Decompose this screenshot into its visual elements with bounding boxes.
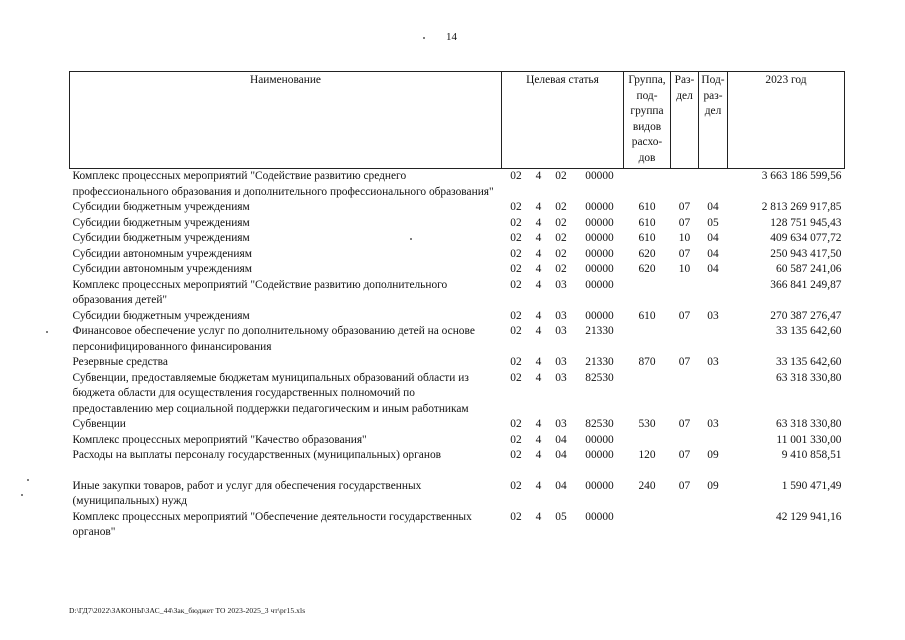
section-code: 07	[678, 479, 691, 492]
expense-group: 610	[638, 309, 656, 322]
target-code-4: 82530	[585, 371, 614, 384]
target-code-3: 02	[555, 170, 567, 182]
target-code-2: 4	[535, 263, 542, 275]
row-name: Расходы на выплаты персоналу государственных (муниципальных) органов	[72, 449, 442, 461]
target-code-3: 03	[555, 278, 567, 291]
expense-group	[624, 371, 671, 418]
target-code-1: 02	[510, 263, 522, 275]
target-code-1: 02	[510, 309, 522, 322]
spacer-cell	[70, 464, 845, 479]
budget-table	[69, 71, 845, 541]
table-row	[70, 216, 845, 232]
target-code-1: 02	[510, 232, 522, 244]
expense-group	[624, 169, 671, 201]
row-name: Субвенции, предоставляемые бюджетам муниципальных образований области из бюджета области для осуществления государственных полномочий по предоставлению мер социальной поддержки педагогическим и иным работникам	[72, 371, 469, 415]
table-row	[70, 417, 845, 433]
target-code-2: 4	[535, 433, 542, 446]
row-name: Резервные средства	[72, 356, 168, 368]
subsection-code	[699, 278, 728, 309]
target-code-3: 02	[555, 201, 567, 213]
target-code-1: 02	[510, 201, 522, 213]
subsection-code: 03	[707, 356, 719, 368]
amount: 63 318 330,80	[776, 418, 842, 430]
expense-group	[624, 278, 671, 309]
target-code-1: 02	[510, 433, 522, 446]
target-code-4: 21330	[585, 356, 614, 368]
amount: 63 318 330,80	[776, 371, 842, 384]
table-row	[70, 231, 845, 247]
target-code-4: 00000	[585, 247, 614, 260]
amount: 250 943 417,50	[770, 247, 842, 260]
target-code-2: 4	[535, 356, 542, 368]
spacer-row	[70, 464, 845, 479]
target-code-2: 4	[535, 371, 542, 384]
target-code-4: 00000	[585, 263, 614, 275]
expense-group: 620	[638, 247, 656, 260]
section-code: 07	[678, 309, 691, 322]
target-code-1: 02	[510, 371, 522, 384]
header-section: Раз-дел	[671, 72, 699, 169]
table-row	[70, 510, 845, 541]
section-code: 07	[678, 418, 691, 430]
target-code-3: 04	[555, 479, 567, 492]
section-code: 07	[678, 216, 691, 229]
subsection-code: 04	[707, 247, 719, 260]
scan-speck	[27, 479, 29, 481]
target-code-4: 00000	[585, 309, 614, 322]
header-subsection: Под-раз-дел	[699, 72, 728, 169]
section-code	[671, 510, 699, 541]
subsection-code: 09	[707, 479, 719, 492]
header-year: 2023 год	[728, 72, 845, 169]
target-code-1: 02	[510, 449, 522, 461]
target-code-1: 02	[510, 479, 522, 492]
subsection-code: 04	[707, 232, 719, 244]
subsection-code: 09	[707, 449, 719, 461]
page-number: 14	[446, 31, 457, 43]
target-code-2: 4	[535, 510, 542, 523]
section-code: 10	[678, 232, 691, 244]
expense-group	[624, 324, 671, 355]
target-code-2: 4	[535, 247, 542, 260]
expense-group: 120	[638, 449, 656, 461]
amount: 1 590 471,49	[781, 479, 842, 492]
table-row	[70, 247, 845, 263]
subsection-code	[699, 371, 728, 418]
target-code-1: 02	[510, 247, 522, 260]
file-path-footer: D:\ГД7\2022\ЗАКОНЫ\ЗАС_44\Зак_бюджет ТО 2023-2025_3 чт\pr15.xls	[69, 606, 306, 615]
target-code-4: 00000	[585, 232, 614, 244]
row-name: Комплекс процессных мероприятий "Обеспечение деятельности государственных органов"	[72, 510, 472, 538]
row-name: Субсидии автономным учреждениям	[72, 247, 252, 260]
section-code	[671, 169, 699, 201]
subsection-code: 03	[707, 309, 719, 322]
target-code-4: 21330	[585, 325, 614, 337]
expense-group	[624, 433, 671, 449]
row-name: Комплекс процессных мероприятий "Содействие развитию среднего профессионального образования и дополнительного профессионального образования"	[72, 170, 494, 198]
section-code	[671, 433, 699, 449]
target-code-4: 00000	[585, 479, 614, 492]
amount: 366 841 249,87	[770, 278, 842, 291]
expense-group: 620	[638, 263, 656, 275]
target-code-2: 4	[535, 309, 542, 322]
target-code-3: 03	[555, 325, 567, 337]
row-name: Субсидии автономным учреждениям	[72, 263, 252, 275]
target-code-3: 04	[555, 449, 567, 461]
target-code-4: 00000	[585, 170, 614, 182]
section-code: 07	[678, 201, 691, 213]
header-expense-group: Группа, под-группа видов расхо-дов	[624, 72, 671, 169]
row-name: Комплекс процессных мероприятий "Содействие развитию дополнительного образования детей"	[72, 278, 448, 306]
subsection-code: 05	[707, 216, 719, 229]
table-row	[70, 309, 845, 325]
expense-group: 870	[638, 356, 656, 368]
target-code-2: 4	[535, 201, 542, 213]
scan-speck	[21, 494, 23, 496]
target-code-3: 02	[555, 247, 567, 260]
table-row	[70, 278, 845, 309]
row-name: Субсидии бюджетным учреждениям	[72, 216, 250, 229]
table-row	[70, 448, 845, 464]
section-code: 07	[678, 356, 691, 368]
row-name: Субвенции	[72, 418, 126, 430]
header-name: Наименование	[70, 72, 502, 169]
target-code-3: 03	[555, 371, 567, 384]
target-code-4: 82530	[585, 418, 614, 430]
table-row	[70, 371, 845, 418]
target-code-3: 05	[555, 510, 567, 523]
target-code-4: 00000	[585, 433, 614, 446]
target-code-1: 02	[510, 418, 522, 430]
table-row	[70, 262, 845, 278]
target-code-3: 03	[555, 309, 567, 322]
target-code-2: 4	[535, 170, 542, 182]
section-code	[671, 371, 699, 418]
target-code-1: 02	[510, 325, 522, 337]
table-row	[70, 433, 845, 449]
row-name: Субсидии бюджетным учреждениям	[72, 201, 250, 213]
target-code-2: 4	[535, 418, 542, 430]
target-code-4: 00000	[585, 201, 614, 213]
expense-group: 610	[638, 201, 656, 213]
subsection-code: 03	[707, 418, 719, 430]
table-row	[70, 324, 845, 355]
target-code-1: 02	[510, 510, 522, 523]
table-row	[70, 200, 845, 216]
header-target-article: Целевая статья	[502, 72, 624, 169]
target-code-3: 02	[555, 263, 567, 275]
header-row	[70, 72, 845, 169]
section-code	[671, 278, 699, 309]
target-code-3: 03	[555, 356, 567, 368]
target-code-1: 02	[510, 356, 522, 368]
row-name: Субсидии бюджетным учреждениям	[72, 309, 250, 322]
target-code-2: 4	[535, 325, 542, 337]
table-row	[70, 355, 845, 371]
expense-group: 530	[638, 418, 656, 430]
target-code-2: 4	[535, 232, 542, 244]
target-code-1: 02	[510, 278, 522, 291]
expense-group: 240	[638, 479, 656, 492]
amount: 60 587 241,06	[776, 263, 842, 275]
target-code-2: 4	[535, 449, 542, 461]
table-row	[70, 479, 845, 510]
amount: 128 751 945,43	[770, 216, 842, 229]
expense-group: 610	[638, 216, 656, 229]
target-code-4: 00000	[585, 449, 614, 461]
target-code-3: 02	[555, 216, 567, 229]
expense-group	[624, 510, 671, 541]
target-code-2: 4	[535, 479, 542, 492]
target-code-4: 00000	[585, 510, 614, 523]
target-code-4: 00000	[585, 216, 614, 229]
amount: 11 001 330,00	[776, 433, 842, 446]
amount: 409 634 077,72	[770, 232, 842, 244]
target-code-4: 00000	[585, 278, 614, 291]
row-name: Финансовое обеспечение услуг по дополнительному образованию детей на основе персонифицированного финансирования	[72, 325, 475, 353]
amount: 3 663 186 599,56	[761, 170, 842, 182]
section-code: 10	[678, 263, 691, 275]
target-code-3: 04	[555, 433, 567, 446]
subsection-code: 04	[707, 263, 719, 275]
amount: 42 129 941,16	[776, 510, 842, 523]
subsection-code	[699, 169, 728, 201]
table-row	[70, 169, 845, 201]
scan-speck	[46, 331, 48, 333]
subsection-code	[699, 433, 728, 449]
subsection-code	[699, 324, 728, 355]
amount: 270 387 276,47	[770, 309, 842, 322]
row-name: Комплекс процессных мероприятий "Качество образования"	[72, 433, 367, 446]
section-code	[671, 324, 699, 355]
section-code: 07	[678, 449, 691, 461]
subsection-code: 04	[707, 201, 719, 213]
target-code-3: 03	[555, 418, 567, 430]
amount: 9 410 858,51	[781, 449, 842, 461]
row-name: Иные закупки товаров, работ и услуг для обеспечения государственных (муниципальных) нужд	[72, 479, 422, 507]
expense-group: 610	[638, 232, 656, 244]
target-code-2: 4	[535, 278, 542, 291]
target-code-2: 4	[535, 216, 542, 229]
row-name: Субсидии бюджетным учреждениям	[72, 232, 250, 244]
amount: 2 813 269 917,85	[761, 201, 842, 213]
amount: 33 135 642,60	[776, 325, 842, 337]
target-code-1: 02	[510, 170, 522, 182]
amount: 33 135 642,60	[776, 356, 842, 368]
section-code: 07	[678, 247, 691, 260]
target-code-1: 02	[510, 216, 522, 229]
subsection-code	[699, 510, 728, 541]
scan-speck	[423, 37, 425, 39]
target-code-3: 02	[555, 232, 567, 244]
